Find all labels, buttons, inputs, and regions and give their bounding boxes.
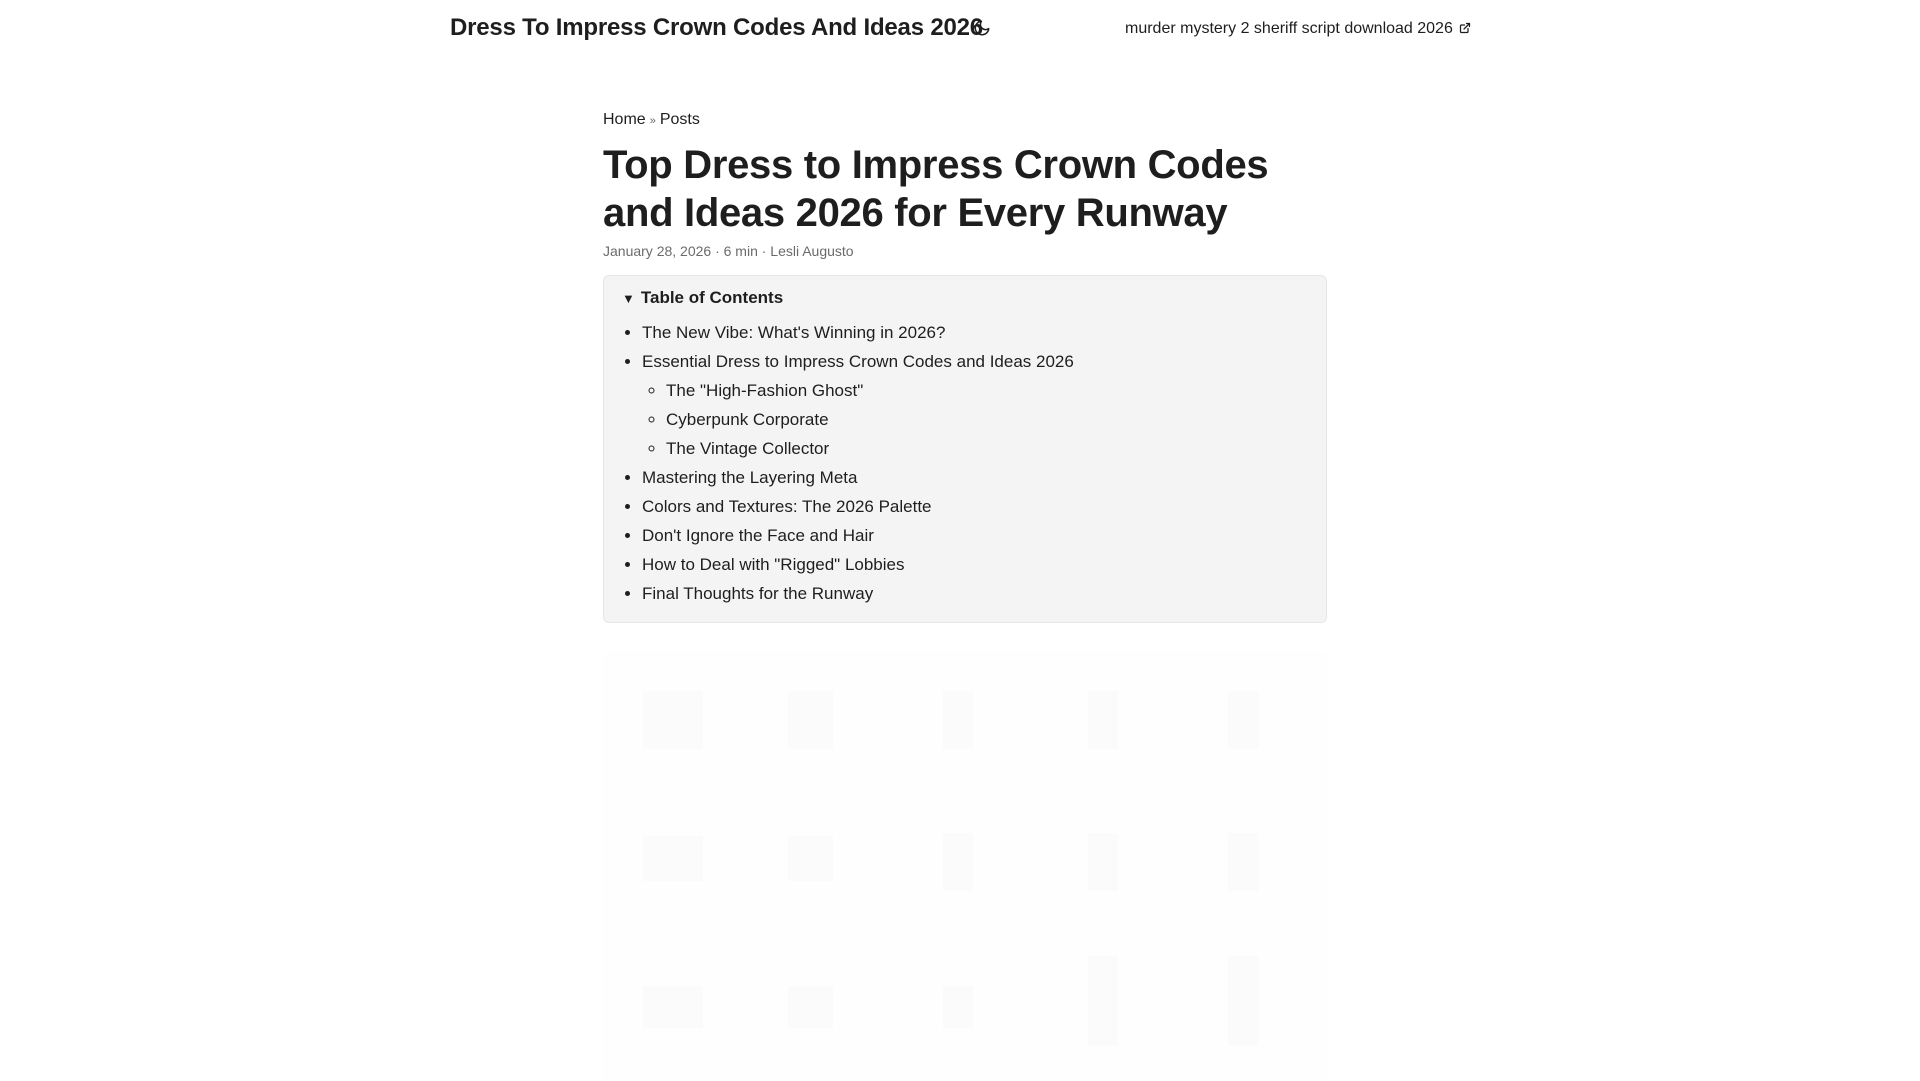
toc-link[interactable]: The "High-Fashion Ghost" — [666, 381, 864, 400]
triangle-down-icon: ▼ — [622, 291, 635, 306]
toc-item — [642, 347, 1308, 463]
toc-link[interactable]: Essential Dress to Impress Crown Codes and Ideas 2026 — [642, 352, 1074, 371]
toc-item — [642, 550, 1308, 579]
site-title-link[interactable]: Dress To Impress Crown Codes And Ideas 2026 — [450, 14, 983, 41]
breadcrumb — [603, 110, 1327, 131]
breadcrumb-posts[interactable]: Posts — [659, 111, 700, 128]
toc-link[interactable]: How to Deal with "Rigged" Lobbies — [642, 555, 905, 574]
toc-link[interactable]: Final Thoughts for the Runway — [642, 584, 874, 603]
post-meta: January 28, 2026 · 6 min · Lesli Augusto — [603, 243, 854, 259]
cover-image-placeholder — [603, 651, 1327, 1081]
table-of-contents — [603, 275, 1327, 623]
post-title: Top Dress to Impress Crown Codes and Ideas 2026 for Every Runway — [603, 143, 1269, 235]
toc-item — [642, 579, 1308, 608]
toc-item — [642, 463, 1308, 492]
toc-list — [622, 318, 1308, 608]
toc-item — [642, 492, 1308, 521]
toc-sublist — [642, 376, 1308, 463]
toc-link[interactable]: Cyberpunk Corporate — [666, 410, 829, 429]
moon-icon — [973, 18, 991, 38]
external-nav-link-label: murder mystery 2 sheriff script download 2026 — [1125, 20, 1453, 37]
toc-subitem — [666, 405, 1308, 434]
external-link-icon — [1459, 21, 1471, 39]
breadcrumb-home[interactable]: Home — [603, 111, 646, 128]
toc-item — [642, 521, 1308, 550]
toc-item — [642, 318, 1308, 347]
toc-link[interactable]: The Vintage Collector — [666, 439, 830, 458]
toc-toggle[interactable] — [622, 288, 1308, 308]
toc-subitem — [666, 376, 1308, 405]
toc-link[interactable]: Don't Ignore the Face and Hair — [642, 526, 874, 545]
site-header — [0, 0, 1920, 60]
theme-toggle-button[interactable] — [973, 18, 993, 40]
toc-link[interactable]: Colors and Textures: The 2026 Palette — [642, 497, 932, 516]
toc-subitem — [666, 434, 1308, 463]
toc-title: Table of Contents — [640, 288, 784, 307]
external-nav-link[interactable] — [1125, 20, 1471, 39]
toc-link[interactable]: The New Vibe: What's Winning in 2026? — [642, 323, 946, 342]
toc-link[interactable]: Mastering the Layering Meta — [642, 468, 858, 487]
breadcrumb-separator: » — [649, 115, 656, 127]
post-main — [603, 110, 1327, 1081]
